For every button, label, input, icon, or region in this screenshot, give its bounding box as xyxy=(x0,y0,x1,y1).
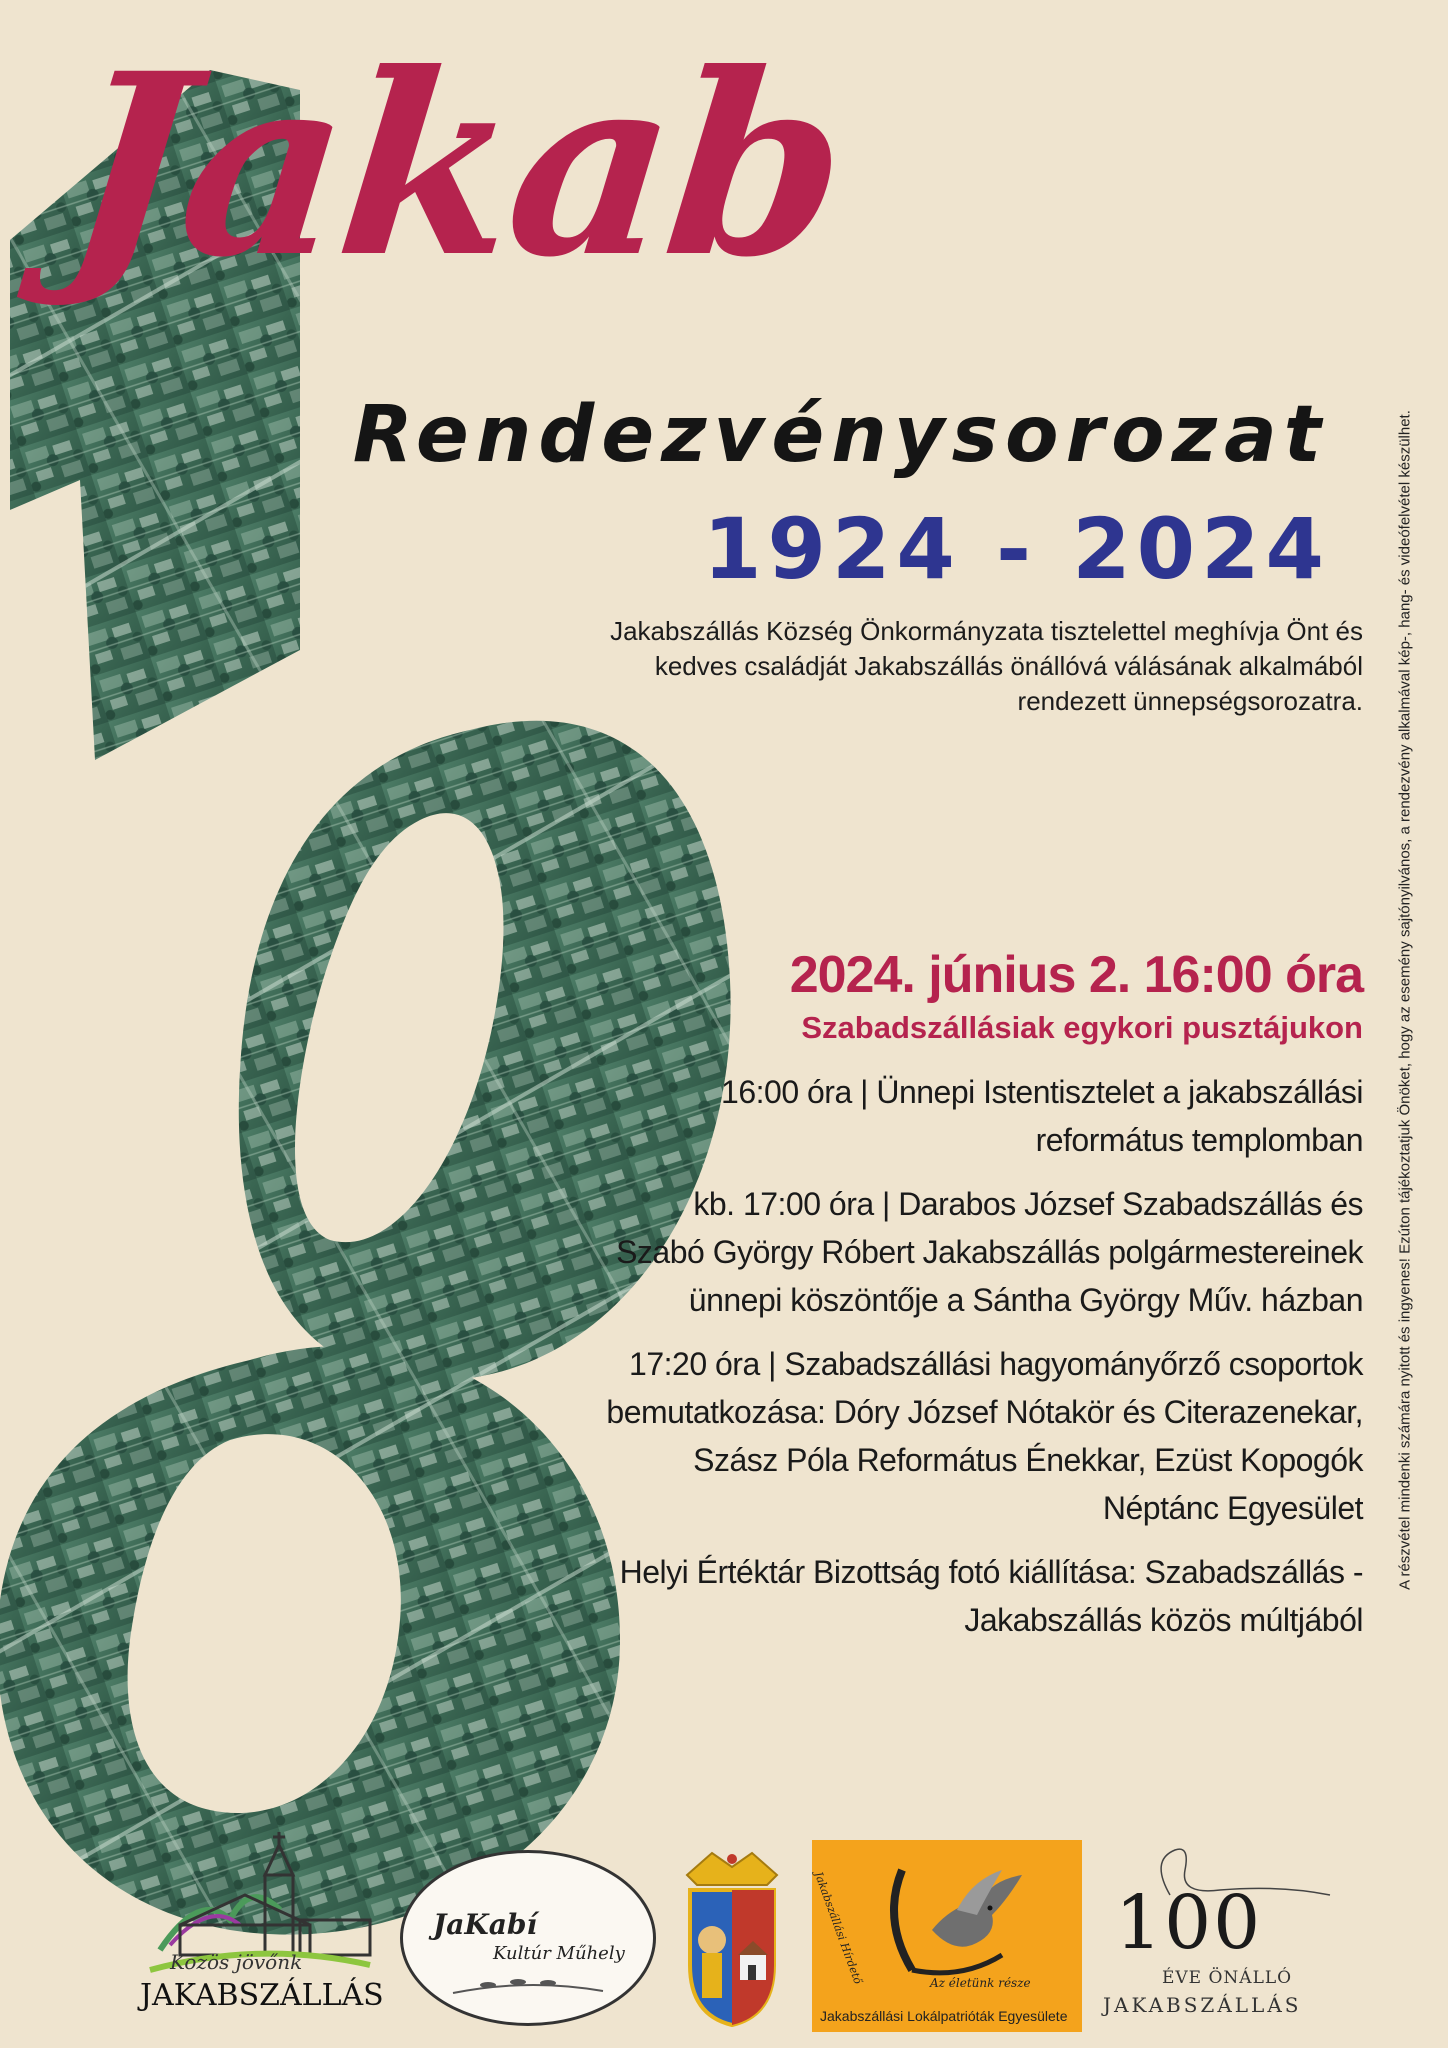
years-range: 1924 - 2024 xyxy=(703,500,1330,598)
side-note xyxy=(1396,410,1425,1590)
kultur-name-2: Kultúr Műhely xyxy=(493,1943,625,1964)
program-list xyxy=(603,1068,1363,1660)
program-item: 17:20 óra | Szabadszállási hagyományőrző csoportok bemutatkozása: Dóry József Nótakör és Citerazenekar, Szász Póla Református Énekkar, Ezüst Kopogók Néptánc Egyesület xyxy=(606,1346,1363,1526)
poster-title: Jakab xyxy=(54,18,856,312)
centenary-line1: ÉVE ÖNÁLLÓ xyxy=(1162,1968,1293,1988)
coat-of-arms-icon xyxy=(672,1845,792,2030)
side-note-text: A részvétel mindenki számára nyitott és ingyenes! Ezúton tájékoztatjuk Önöket, hogy az esemény sajtónyilvános, a rendezvény alkalmával kép-, hang- és videófelvétel készülhet. xyxy=(1396,410,1414,1590)
series-title: Rendezvénysorozat xyxy=(352,390,1328,480)
dove-icon xyxy=(872,1860,1032,1990)
event-date: 2024. június 2. 16:00 óra xyxy=(789,946,1363,1004)
program-item: kb. 17:00 óra | Darabos József Szabadszállás és Szabó György Róbert Jakabszállás polgármestereinek ünnepi köszöntője a Sántha György Műv. házban xyxy=(616,1186,1363,1318)
kozos-name: JAKABSZÁLLÁS xyxy=(140,1978,384,2013)
centenary-line2: JAKABSZÁLLÁS xyxy=(1103,1993,1302,2017)
program-item: Helyi Értéktár Bizottság fotó kiállítása: Szabadszállás - Jakabszállás közös múltjából xyxy=(619,1554,1363,1638)
hirdeto-logo xyxy=(812,1840,1082,2032)
program-item: 16:00 óra | Ünnepi Istentisztelet a jakabszállási református templomban xyxy=(721,1074,1363,1158)
branch-icon xyxy=(448,1973,608,2003)
hirdeto-tagline: Az életünk része xyxy=(930,1976,1031,1990)
kozos-jovonk-logo xyxy=(140,1830,400,2030)
event-subtitle: Szabadszállásiak egykori pusztájukon xyxy=(801,1010,1363,1045)
kultur-muhely-logo xyxy=(400,1850,656,2026)
centenary-number: 100 xyxy=(1115,1880,1263,1966)
kultur-name-1: JaKabí xyxy=(433,1908,538,1941)
hirdeto-arc-text: Jakabszállási Hírdető xyxy=(811,1870,865,1986)
invitation-text: Jakabszállás Község Önkormányzata tisztelettel meghívja Önt és kedves családját Jakabszállás önállóvá válásának alkalmából rendezett ünnepségsorozatra. xyxy=(610,616,1363,716)
hirdeto-org-name: Jakabszállási Lokálpatrióták Egyesülete xyxy=(820,2008,1068,2024)
centenary-logo xyxy=(1100,1840,1350,2030)
kozos-motto: Közös jövőnk xyxy=(170,1950,303,1974)
